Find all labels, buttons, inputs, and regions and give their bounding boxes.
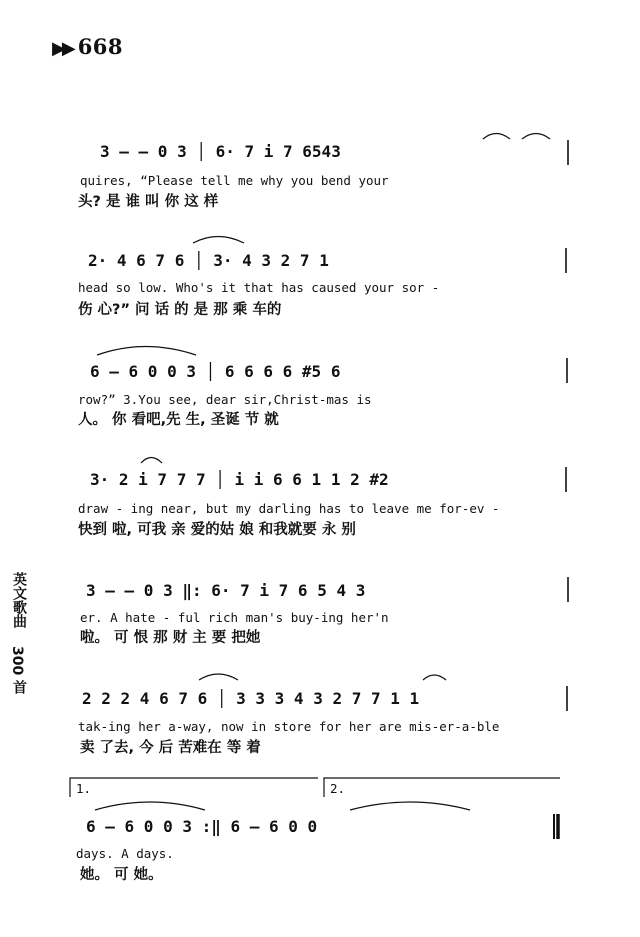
slur-mark	[193, 237, 244, 244]
staff-6-lyrics-chinese: 卖 了去, 今 后 苦难在 等 着	[80, 740, 261, 756]
staff-3-lyrics-chinese: 人。 你 看吧,先 生, 圣诞 节 就	[78, 412, 279, 428]
staff-1-lyrics-chinese: 头? 是 谁 叫 你 这 样	[78, 194, 219, 210]
staff-5-lyrics-chinese: 啦。 可 恨 那 财 主 要 把她	[80, 630, 261, 646]
staff-4-notes: 3· 2 i 7 7 7 │ i i 6 6 1 1 2 #2	[90, 470, 389, 489]
page-number	[52, 34, 123, 59]
slur-mark	[141, 458, 162, 464]
slur-mark	[350, 802, 470, 810]
volta-2-label: 2.	[330, 781, 346, 796]
staff-1-lyrics-english: quires, “Please tell me why you bend your	[80, 173, 389, 188]
staff-3-lyrics-english: row?” 3.You see, dear sir,Christ-mas is	[78, 392, 372, 407]
staff-2-lyrics-english: head so low. Who's it that has caused your sor -	[78, 280, 440, 295]
side-caption-number: 300	[9, 646, 25, 676]
slur-mark	[522, 134, 550, 140]
staff-5-lyrics-english: er. A hate - ful rich man's buy-ing her'n	[80, 610, 389, 625]
staff-7-notes: 6 – 6 0 0 3 :‖ 6 – 6 0 0	[86, 817, 318, 836]
staff-4-lyrics-english: draw - ing near, but my darling has to leave me for-ev -	[78, 501, 500, 516]
staff-7-lyrics-chinese: 她。 可 她。	[80, 867, 163, 883]
slur-mark	[423, 675, 446, 680]
staff-6-lyrics-english: tak-ing her a-way, now in store for her are mis-er-a-ble	[78, 719, 500, 734]
staff-4-lyrics-chinese: 快到 啦, 可我 亲 爱的姑 娘 和我就要 永 别	[78, 522, 356, 538]
volta-1-label: 1.	[76, 781, 92, 796]
slur-mark	[95, 802, 205, 810]
side-caption-title: 英文歌曲	[11, 572, 27, 628]
double-arrow-icon: ▶▶	[52, 38, 72, 59]
staff-1-notes: 3 – – 0 3 │ 6· 7 i 7 6543	[100, 142, 341, 161]
slur-mark	[199, 674, 238, 680]
staff-5-notes: 3 – – 0 3 ‖: 6· 7 i 7 6 5 4 3	[86, 581, 366, 600]
page-number-text: 668	[77, 34, 124, 59]
staff-7-lyrics-english: days. A days.	[76, 846, 174, 861]
staff-2-lyrics-chinese: 伤 心?” 问 话 的 是 那 乘 车的	[78, 302, 282, 318]
side-caption	[4, 572, 32, 712]
staff-3-notes: 6 – 6 0 0 3 │ 6 6 6 6 #5 6	[90, 362, 341, 381]
staff-2-notes: 2· 4 6 7 6 │ 3· 4 3 2 7 1	[88, 251, 329, 270]
slur-mark	[483, 134, 510, 140]
side-caption-suffix: 首	[11, 680, 27, 694]
slur-mark	[97, 347, 196, 356]
staff-6-notes: 2 2 2 4 6 7 6 │ 3 3 3 4 3 2 7 7 1 1	[82, 689, 420, 708]
